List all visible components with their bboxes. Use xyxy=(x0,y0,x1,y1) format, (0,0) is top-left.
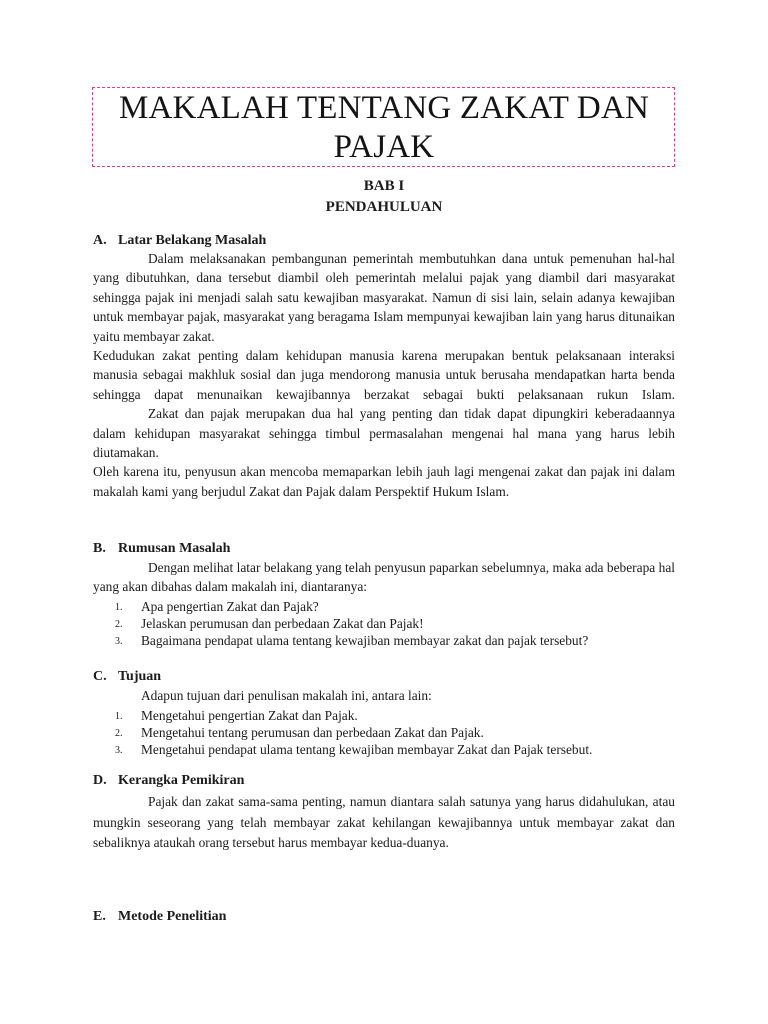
section-c-intro: Adapun tujuan dari penulisan makalah ini, antara lain: xyxy=(141,688,432,703)
list-item xyxy=(93,724,675,741)
section-d-title: Kerangka Pemikiran xyxy=(118,773,245,788)
list-text: Mengetahui pendapat ulama tentang kewajiban membayar Zakat dan Pajak tersebut. xyxy=(141,742,593,757)
section-b-body xyxy=(93,558,675,597)
section-d-paragraph: Pajak dan zakat sama-sama penting, namun diantara salah satunya yang harus didahulukan, atau mungkin seseorang yang telah membayar zakat kehilangan kewajibannya untuk membayar zakat dan sebaliknya ataukah orang tersebut harus membayar kedua-duanya. xyxy=(93,794,675,850)
list-number: 3. xyxy=(115,636,123,647)
section-d-body xyxy=(93,792,675,854)
chapter-number: BAB I xyxy=(363,178,405,194)
section-e-heading xyxy=(93,907,226,927)
list-number: 1. xyxy=(115,711,123,722)
list-text: Mengetahui pengertian Zakat dan Pajak. xyxy=(141,708,358,723)
section-a-paragraph-4: Oleh karena itu, penyusun akan mencoba memaparkan lebih jauh lagi mengenai zakat dan pajak ini dalam makalah kami yang berjudul Zakat dan Pajak dalam Perspektif Hukum Islam. xyxy=(93,464,675,499)
list-number: 1. xyxy=(115,602,123,613)
list-item xyxy=(93,707,675,724)
list-number: 2. xyxy=(115,728,123,739)
section-e-title: Metode Penelitian xyxy=(118,909,227,924)
section-b-heading xyxy=(93,539,230,559)
section-a-label: A. xyxy=(93,233,107,248)
section-e-label: E. xyxy=(93,909,106,924)
list-number: 3. xyxy=(115,745,123,756)
section-d-label: D. xyxy=(93,773,107,788)
list-item xyxy=(93,598,675,615)
section-d-heading xyxy=(93,771,244,791)
list-number: 2. xyxy=(115,619,123,630)
list-item xyxy=(93,615,675,632)
section-b-intro: Dengan melihat latar belakang yang telah penyusun paparkan sebelumnya, maka ada beberapa hal yang akan dibahas dalam makalah ini, diantaranya: xyxy=(93,560,675,595)
section-c-heading xyxy=(93,667,161,687)
section-c-list xyxy=(93,707,675,758)
list-text: Mengetahui tentang perumusan dan perbedaan Zakat dan Pajak. xyxy=(141,725,484,740)
section-a-paragraph-2: Kedudukan zakat penting dalam kehidupan manusia karena merupakan bentuk pelaksanaan interaksi manusia sebagai makhluk sosial dan juga mendorong manusia untuk berusaha mendapatkan harta benda sehingga dapat menunaikan kewajibannya berzakat sebagai bukti pelaksanaan rukun Islam. xyxy=(93,348,675,402)
section-b-label: B. xyxy=(93,541,106,556)
section-a-body xyxy=(93,249,675,501)
section-c-label: C. xyxy=(93,669,107,684)
section-c-title: Tujuan xyxy=(118,669,162,684)
section-b-title: Rumusan Masalah xyxy=(118,541,231,556)
section-a-heading xyxy=(93,231,266,251)
section-a-paragraph-1: Dalam melaksanakan pembangunan pemerintah membutuhkan dana untuk pemenuhan hal-hal yang dibutuhkan, dana tersebut diambil oleh pemerintah melalui pajak yang diambil dari masyarakat sehingga pajak ini menjadi salah satu kewajiban masyarakat. Namun di sisi lain, selain adanya kewajiban untuk membayar pajak, masyarakat yang beragama Islam mempunyai kewajiban lain yang harus ditunaikan yaitu membayar zakat. xyxy=(93,251,675,344)
list-item xyxy=(93,632,675,649)
document-title: MAKALAH TENTANG ZAKAT DAN PAJAK xyxy=(118,90,650,165)
list-text: Apa pengertian Zakat dan Pajak? xyxy=(141,599,319,614)
list-text: Bagaimana pendapat ulama tentang kewajiban membayar zakat dan pajak tersebut? xyxy=(141,633,589,648)
list-item xyxy=(93,741,675,758)
list-text: Jelaskan perumusan dan perbedaan Zakat dan Pajak! xyxy=(141,616,424,631)
section-b-list xyxy=(93,598,675,649)
chapter-title: PENDAHULUAN xyxy=(325,199,443,215)
section-a-paragraph-3: Zakat dan pajak merupakan dua hal yang penting dan tidak dapat dipungkiri keberadaannya dalam kehidupan masyarakat sehingga timbul permasalahan mengenai hal mana yang harus lebih diutamakan. xyxy=(93,406,675,461)
section-a-title: Latar Belakang Masalah xyxy=(118,233,267,248)
